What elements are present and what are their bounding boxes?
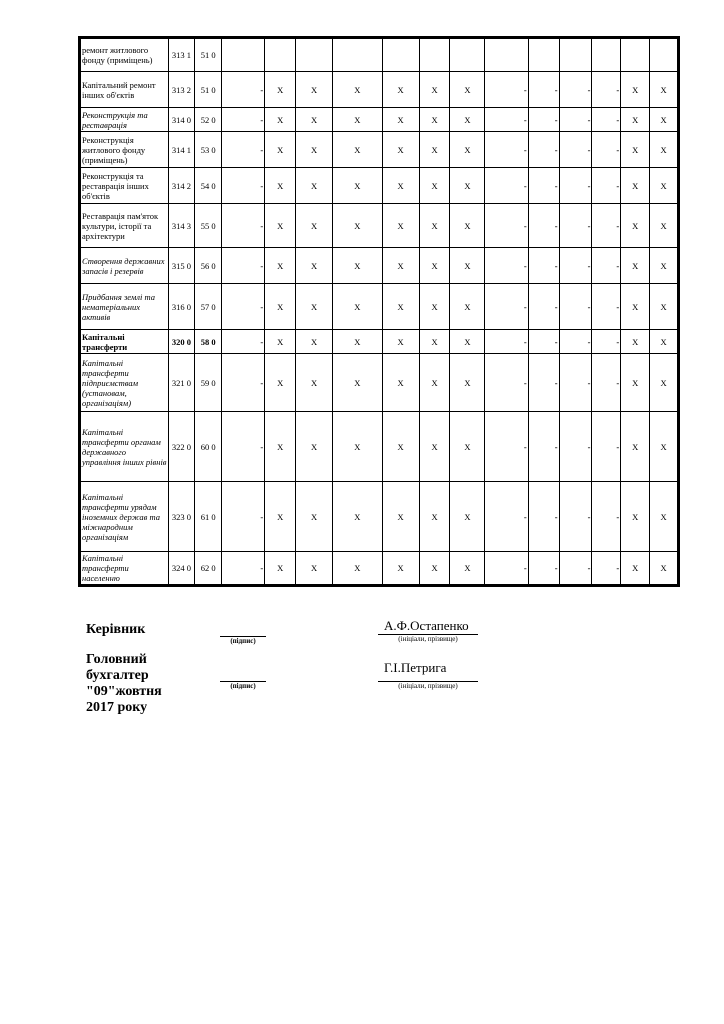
dash-cell[interactable]: - — [222, 248, 265, 284]
x-cell[interactable]: X — [333, 72, 382, 108]
accountant-signature-caption: (підпис) — [230, 682, 256, 690]
x-cell[interactable]: X — [296, 354, 333, 412]
dash-cell[interactable]: - — [559, 72, 592, 108]
x-cell[interactable]: X — [382, 168, 419, 204]
x-cell[interactable]: X — [450, 168, 485, 204]
x-cell[interactable]: X — [650, 132, 679, 168]
dash-cell[interactable]: - — [222, 482, 265, 552]
row-name-cell[interactable]: Реставрація пам'яток культури, історії та архітектури — [80, 204, 169, 248]
dash-cell[interactable]: - — [592, 482, 621, 552]
blank-cell[interactable] — [265, 38, 296, 72]
x-cell[interactable]: X — [382, 132, 419, 168]
row-line-cell[interactable]: 62 0 — [195, 552, 222, 586]
x-cell[interactable]: X — [419, 132, 450, 168]
row-line-cell[interactable]: 55 0 — [195, 204, 222, 248]
dash-cell[interactable]: - — [222, 72, 265, 108]
x-cell[interactable]: X — [333, 412, 382, 482]
row-line-cell[interactable]: 54 0 — [195, 168, 222, 204]
dash-cell[interactable]: - — [485, 204, 528, 248]
x-cell[interactable]: X — [296, 108, 333, 132]
row-name-cell[interactable]: Капітальний ремонт інших об'єктів — [80, 72, 169, 108]
x-cell[interactable]: X — [296, 552, 333, 586]
x-cell[interactable]: X — [333, 132, 382, 168]
dash-cell[interactable]: - — [222, 552, 265, 586]
x-cell[interactable]: X — [382, 354, 419, 412]
row-code-cell[interactable]: 316 0 — [168, 284, 195, 330]
x-cell[interactable]: X — [621, 204, 650, 248]
dash-cell[interactable]: - — [559, 330, 592, 354]
dash-cell[interactable]: - — [559, 552, 592, 586]
x-cell[interactable]: X — [621, 72, 650, 108]
row-name-cell[interactable]: Реконструкція та реставрація — [80, 108, 169, 132]
row-name-cell[interactable]: Реконструкція житлового фонду (приміщень) — [80, 132, 169, 168]
date-line1: "09"жовтня — [86, 684, 162, 699]
x-cell[interactable]: X — [621, 330, 650, 354]
blank-cell[interactable] — [222, 38, 265, 72]
x-cell[interactable]: X — [265, 354, 296, 412]
table-row — [80, 38, 679, 72]
dash-cell[interactable]: - — [222, 204, 265, 248]
dash-cell[interactable]: - — [528, 354, 559, 412]
row-name-cell[interactable]: ремонт житлового фонду (приміщень) — [80, 38, 169, 72]
dash-cell[interactable]: - — [528, 412, 559, 482]
row-line-cell[interactable]: 53 0 — [195, 132, 222, 168]
row-code-cell[interactable]: 314 0 — [168, 108, 195, 132]
table-row — [80, 354, 679, 412]
x-cell[interactable]: X — [419, 72, 450, 108]
x-cell[interactable]: X — [621, 412, 650, 482]
blank-cell[interactable] — [650, 38, 679, 72]
row-line-cell[interactable]: 61 0 — [195, 482, 222, 552]
row-name-cell[interactable]: Капітальні трансферти органам державного управління інших рівнів — [80, 412, 169, 482]
row-line-cell[interactable]: 59 0 — [195, 354, 222, 412]
blank-cell[interactable] — [382, 38, 419, 72]
head-name: А.Ф.Остапенко — [384, 618, 469, 633]
x-cell[interactable]: X — [450, 108, 485, 132]
x-cell[interactable]: X — [621, 552, 650, 586]
x-cell[interactable]: X — [265, 552, 296, 586]
dash-cell[interactable]: - — [559, 412, 592, 482]
row-code-cell[interactable]: 314 3 — [168, 204, 195, 248]
dash-cell[interactable]: - — [528, 482, 559, 552]
blank-cell[interactable] — [333, 38, 382, 72]
head-signature-caption: (підпис) — [230, 637, 256, 645]
head-name-caption: (ініціали, прізвище) — [398, 635, 458, 643]
x-cell[interactable]: X — [296, 330, 333, 354]
x-cell[interactable]: X — [382, 412, 419, 482]
accountant-name-caption: (ініціали, прізвище) — [398, 682, 458, 690]
dash-cell[interactable]: - — [528, 552, 559, 586]
table-row — [80, 284, 679, 330]
row-line-cell[interactable]: 57 0 — [195, 284, 222, 330]
dash-cell[interactable]: - — [222, 132, 265, 168]
x-cell[interactable]: X — [333, 552, 382, 586]
x-cell[interactable]: X — [296, 248, 333, 284]
x-cell[interactable]: X — [450, 330, 485, 354]
row-line-cell[interactable]: 58 0 — [195, 330, 222, 354]
dash-cell[interactable]: - — [559, 204, 592, 248]
x-cell[interactable]: X — [650, 284, 679, 330]
dash-cell[interactable]: - — [559, 354, 592, 412]
dash-cell[interactable]: - — [528, 108, 559, 132]
dash-cell[interactable]: - — [222, 108, 265, 132]
x-cell[interactable]: X — [333, 330, 382, 354]
report-table — [78, 36, 680, 587]
dash-cell[interactable]: - — [485, 482, 528, 552]
x-cell[interactable]: X — [450, 482, 485, 552]
dash-cell[interactable]: - — [528, 204, 559, 248]
dash-cell[interactable]: - — [592, 132, 621, 168]
dash-cell[interactable]: - — [222, 168, 265, 204]
x-cell[interactable]: X — [382, 482, 419, 552]
x-cell[interactable]: X — [382, 204, 419, 248]
dash-cell[interactable]: - — [485, 330, 528, 354]
x-cell[interactable]: X — [419, 552, 450, 586]
x-cell[interactable]: X — [621, 168, 650, 204]
x-cell[interactable]: X — [296, 482, 333, 552]
x-cell[interactable]: X — [419, 204, 450, 248]
dash-cell[interactable]: - — [559, 108, 592, 132]
row-line-cell[interactable]: 51 0 — [195, 38, 222, 72]
x-cell[interactable]: X — [419, 354, 450, 412]
row-code-cell[interactable]: 322 0 — [168, 412, 195, 482]
row-code-cell[interactable]: 314 2 — [168, 168, 195, 204]
dash-cell[interactable]: - — [222, 284, 265, 330]
x-cell[interactable]: X — [650, 412, 679, 482]
x-cell[interactable]: X — [419, 412, 450, 482]
report-table-body — [80, 38, 679, 586]
x-cell[interactable]: X — [265, 412, 296, 482]
dash-cell[interactable]: - — [485, 248, 528, 284]
x-cell[interactable]: X — [296, 132, 333, 168]
blank-cell[interactable] — [450, 38, 485, 72]
report-table-wrapper — [78, 36, 680, 587]
dash-cell[interactable]: - — [592, 412, 621, 482]
table-row — [80, 72, 679, 108]
table-row — [80, 168, 679, 204]
x-cell[interactable]: X — [650, 552, 679, 586]
x-cell[interactable]: X — [382, 330, 419, 354]
x-cell[interactable]: X — [333, 284, 382, 330]
row-code-cell[interactable]: 320 0 — [168, 330, 195, 354]
dash-cell[interactable]: - — [592, 204, 621, 248]
x-cell[interactable]: X — [265, 330, 296, 354]
x-cell[interactable]: X — [419, 284, 450, 330]
dash-cell[interactable]: - — [528, 168, 559, 204]
blank-cell[interactable] — [621, 38, 650, 72]
x-cell[interactable]: X — [621, 354, 650, 412]
x-cell[interactable]: X — [621, 482, 650, 552]
x-cell[interactable]: X — [621, 284, 650, 330]
dash-cell[interactable]: - — [559, 248, 592, 284]
dash-cell[interactable]: - — [592, 354, 621, 412]
x-cell[interactable]: X — [419, 330, 450, 354]
row-name-cell[interactable]: Створення державних запасів і резервів — [80, 248, 169, 284]
row-name-cell[interactable]: Капітальні трансферти населенню — [80, 552, 169, 586]
dash-cell[interactable]: - — [485, 354, 528, 412]
x-cell[interactable]: X — [333, 354, 382, 412]
x-cell[interactable]: X — [450, 284, 485, 330]
table-row — [80, 412, 679, 482]
dash-cell[interactable]: - — [485, 412, 528, 482]
row-name-cell[interactable]: Придбання землі та нематеріальних активів — [80, 284, 169, 330]
dash-cell[interactable]: - — [592, 552, 621, 586]
x-cell[interactable]: X — [419, 108, 450, 132]
dash-cell[interactable]: - — [222, 354, 265, 412]
x-cell[interactable]: X — [450, 354, 485, 412]
row-code-cell[interactable]: 313 1 — [168, 38, 195, 72]
x-cell[interactable]: X — [296, 284, 333, 330]
dash-cell[interactable]: - — [222, 412, 265, 482]
row-name-cell[interactable]: Капітальні трансферти — [80, 330, 169, 354]
x-cell[interactable]: X — [621, 108, 650, 132]
x-cell[interactable]: X — [450, 412, 485, 482]
blank-cell[interactable] — [592, 38, 621, 72]
dash-cell[interactable]: - — [485, 284, 528, 330]
dash-cell[interactable]: - — [559, 284, 592, 330]
dash-cell[interactable]: - — [485, 168, 528, 204]
blank-cell[interactable] — [528, 38, 559, 72]
dash-cell[interactable]: - — [592, 108, 621, 132]
x-cell[interactable]: X — [650, 72, 679, 108]
table-row — [80, 204, 679, 248]
dash-cell[interactable]: - — [559, 168, 592, 204]
x-cell[interactable]: X — [333, 204, 382, 248]
x-cell[interactable]: X — [650, 482, 679, 552]
x-cell[interactable]: X — [333, 248, 382, 284]
dash-cell[interactable]: - — [528, 132, 559, 168]
x-cell[interactable]: X — [265, 132, 296, 168]
x-cell[interactable]: X — [296, 204, 333, 248]
row-name-cell[interactable]: Реконструкція та реставрація інших об'єктів — [80, 168, 169, 204]
x-cell[interactable]: X — [265, 284, 296, 330]
x-cell[interactable]: X — [265, 248, 296, 284]
dash-cell[interactable]: - — [592, 248, 621, 284]
x-cell[interactable]: X — [382, 72, 419, 108]
x-cell[interactable]: X — [450, 552, 485, 586]
row-code-cell[interactable]: 313 2 — [168, 72, 195, 108]
dash-cell[interactable]: - — [528, 284, 559, 330]
x-cell[interactable]: X — [650, 108, 679, 132]
dash-cell[interactable]: - — [222, 330, 265, 354]
row-name-cell[interactable]: Капітальні трансферти урядам іноземних держав та міжнародним організаціям — [80, 482, 169, 552]
table-row — [80, 248, 679, 284]
x-cell[interactable]: X — [333, 108, 382, 132]
x-cell[interactable]: X — [650, 204, 679, 248]
dash-cell[interactable]: - — [528, 72, 559, 108]
x-cell[interactable]: X — [419, 168, 450, 204]
accountant-label-line2: бухгалтер — [86, 668, 149, 683]
x-cell[interactable]: X — [419, 248, 450, 284]
dash-cell[interactable]: - — [592, 284, 621, 330]
x-cell[interactable]: X — [265, 108, 296, 132]
row-line-cell[interactable]: 51 0 — [195, 72, 222, 108]
dash-cell[interactable]: - — [528, 248, 559, 284]
table-row — [80, 482, 679, 552]
head-label: Керівник — [86, 622, 146, 637]
x-cell[interactable]: X — [450, 204, 485, 248]
x-cell[interactable]: X — [650, 354, 679, 412]
blank-cell[interactable] — [296, 38, 333, 72]
x-cell[interactable]: X — [296, 72, 333, 108]
x-cell[interactable]: X — [450, 132, 485, 168]
dash-cell[interactable]: - — [592, 72, 621, 108]
row-line-cell[interactable]: 52 0 — [195, 108, 222, 132]
row-code-cell[interactable]: 314 1 — [168, 132, 195, 168]
x-cell[interactable]: X — [382, 248, 419, 284]
dash-cell[interactable]: - — [559, 132, 592, 168]
dash-cell[interactable]: - — [559, 482, 592, 552]
row-code-cell[interactable]: 323 0 — [168, 482, 195, 552]
table-row — [80, 108, 679, 132]
dash-cell[interactable]: - — [592, 168, 621, 204]
row-line-cell[interactable]: 56 0 — [195, 248, 222, 284]
dash-cell[interactable]: - — [485, 108, 528, 132]
row-code-cell[interactable]: 315 0 — [168, 248, 195, 284]
x-cell[interactable]: X — [419, 482, 450, 552]
blank-cell[interactable] — [485, 38, 528, 72]
blank-cell[interactable] — [559, 38, 592, 72]
x-cell[interactable]: X — [450, 248, 485, 284]
x-cell[interactable]: X — [450, 72, 485, 108]
table-row — [80, 552, 679, 586]
x-cell[interactable]: X — [333, 482, 382, 552]
row-code-cell[interactable]: 321 0 — [168, 354, 195, 412]
dash-cell[interactable]: - — [485, 72, 528, 108]
blank-cell[interactable] — [419, 38, 450, 72]
x-cell[interactable]: X — [296, 168, 333, 204]
x-cell[interactable]: X — [621, 248, 650, 284]
x-cell[interactable]: X — [650, 248, 679, 284]
date-line2: 2017 року — [86, 700, 148, 715]
x-cell[interactable]: X — [333, 168, 382, 204]
x-cell[interactable]: X — [296, 412, 333, 482]
row-line-cell[interactable]: 60 0 — [195, 412, 222, 482]
table-row — [80, 330, 679, 354]
x-cell[interactable]: X — [382, 552, 419, 586]
dash-cell[interactable]: - — [528, 330, 559, 354]
x-cell[interactable]: X — [650, 168, 679, 204]
accountant-name: Г.І.Петрига — [384, 660, 447, 675]
x-cell[interactable]: X — [621, 132, 650, 168]
table-row — [80, 132, 679, 168]
dash-cell[interactable]: - — [485, 132, 528, 168]
x-cell[interactable]: X — [382, 284, 419, 330]
x-cell[interactable]: X — [265, 168, 296, 204]
accountant-label-line1: Головний — [86, 652, 147, 667]
x-cell[interactable]: X — [382, 108, 419, 132]
x-cell[interactable]: X — [265, 204, 296, 248]
x-cell[interactable]: X — [650, 330, 679, 354]
dash-cell[interactable]: - — [485, 552, 528, 586]
dash-cell[interactable]: - — [592, 330, 621, 354]
row-name-cell[interactable]: Капітальні трансферти підприємствам (установам, організаціям) — [80, 354, 169, 412]
row-code-cell[interactable]: 324 0 — [168, 552, 195, 586]
x-cell[interactable]: X — [265, 72, 296, 108]
x-cell[interactable]: X — [265, 482, 296, 552]
